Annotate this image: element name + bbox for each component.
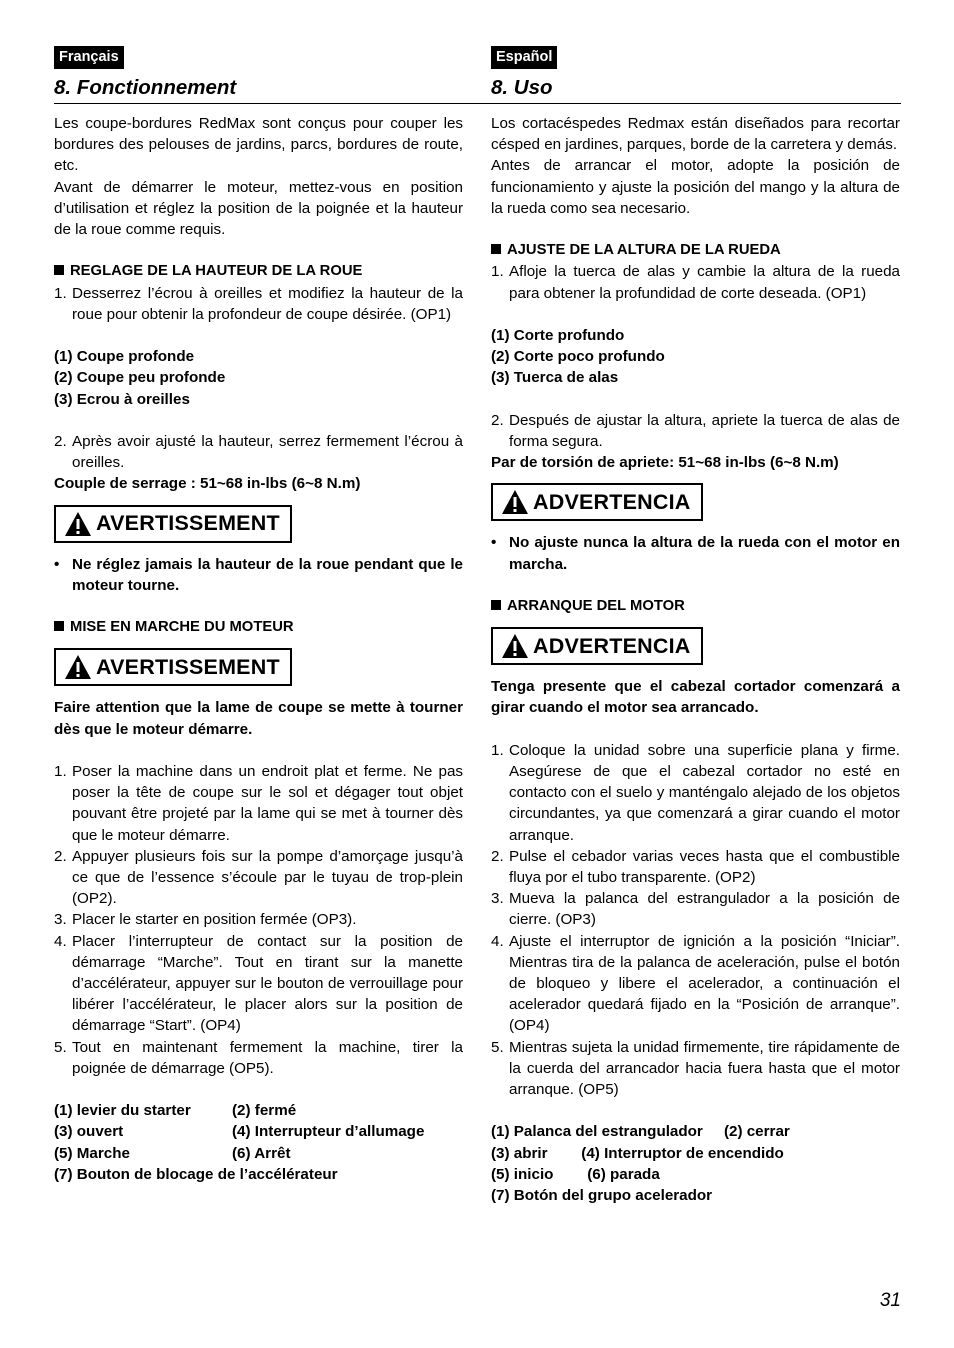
square-bullet-icon xyxy=(491,600,501,610)
intro-paragraph: Les coupe-bordures RedMax sont conçus pour couper les bordures des pelouses de jardins, parcs, bordures de route, etc. xyxy=(54,115,463,175)
wheel-heading: AJUSTE DE LA ALTURA DE LA RUEDA xyxy=(491,240,900,261)
header-divider xyxy=(54,103,901,104)
french-body xyxy=(54,113,463,1185)
list-item: 5. Mientras sujeta la unidad firmemente, tire rápidamente de la cuerda del arrancador hacia fuera hasta que el motor arranque. (OP5) xyxy=(491,1038,900,1099)
warning-triangle-icon xyxy=(64,511,92,537)
warning-bullet: • Ne réglez jamais la hauteur de la roue pendant que le moteur tourne. xyxy=(54,555,463,594)
torque-spec: Par de torsión de apriete: 51~68 in-lbs (6~8 N.m) xyxy=(491,454,839,472)
list-item: 4. Ajuste el interruptor de ignición a la posición “Iniciar”. Mientras tira de la palanca de aceleración, pulse el botón de bloqueo y libere el acelerador, a continuación el acelerador quedará fijado en la “Posición de arranque”. (OP4) xyxy=(491,932,900,1035)
warning-text: Faire attention que la lame de coupe se mette à tourner dès que le moteur démarre. xyxy=(54,699,463,738)
warning-box: ADVERTENCIA xyxy=(491,627,703,665)
wheel-heading: REGLAGE DE LA HAUTEUR DE LA ROUE xyxy=(54,261,463,282)
torque-spec: Couple de serrage : 51~68 in-lbs (6~8 N.m) xyxy=(54,475,361,493)
warning-text: Tenga presente que el cabezal cortador comenzará a girar cuando el motor sea arrancado. xyxy=(491,678,900,717)
list-item: 3. Mueva la palanca del estrangulador a la posición de cierre. (OP3) xyxy=(491,890,900,929)
intro-paragraph: Los cortacéspedes Redmax están diseñados para recortar césped en jardines, parques, borde de la carretera y demás. xyxy=(491,115,900,154)
list-item: 1. Poser la machine dans un endroit plat et ferme. Ne pas poser la tête de coupe sur le sol et dégager tout objet pouvant être projeté par la lame qui se met à tourner dès que le moteur démarre. xyxy=(54,763,463,844)
parts-row: (1) Palanca del estrangulador (2) cerrar xyxy=(491,1123,790,1141)
french-column-header xyxy=(54,46,463,103)
list-item: 2. Después de ajustar la altura, apriete la tuerca de alas de forma segura. xyxy=(491,411,900,450)
list-item: 5. Tout en maintenant fermement la machine, tirer la poignée de démarrage (OP5). xyxy=(54,1038,463,1077)
list-item: 1. Desserrez l’écrou à oreilles et modifiez la hauteur de la roue pour obtenir la profondeur de coupe désirée. (OP1) xyxy=(54,284,463,323)
warning-box: AVERTISSEMENT xyxy=(54,505,292,543)
parts-row: (3) ouvert (4) Interrupteur d’allumage xyxy=(54,1123,425,1141)
list-item: 2. Après avoir ajusté la hauteur, serrez fermement l’écrou à oreilles. xyxy=(54,433,463,472)
warning-triangle-icon xyxy=(501,633,529,659)
spanish-body xyxy=(491,113,900,1206)
parts-row: (7) Bouton de blocage de l’accélérateur xyxy=(54,1165,338,1183)
square-bullet-icon xyxy=(54,265,64,275)
part-label: (3) Ecrou à oreilles xyxy=(54,390,190,408)
list-item: 3. Placer le starter en position fermée (OP3). xyxy=(54,911,357,929)
warning-box: AVERTISSEMENT xyxy=(54,648,292,686)
part-label: (3) Tuerca de alas xyxy=(491,369,619,387)
warning-box: ADVERTENCIA xyxy=(491,483,703,521)
part-label: (1) Coupe profonde xyxy=(54,348,195,366)
part-label: (1) Corte profundo xyxy=(491,327,625,344)
part-label: (2) Corte poco profundo xyxy=(491,348,665,366)
parts-row: (1) levier du starter (2) fermé xyxy=(54,1102,297,1120)
parts-row: (3) abrir (4) Interruptor de encendido xyxy=(491,1144,784,1162)
language-tag-spanish: Español xyxy=(491,46,557,69)
square-bullet-icon xyxy=(54,621,64,631)
start-heading: ARRANQUE DEL MOTOR xyxy=(491,596,900,617)
list-item: 1. Coloque la unidad sobre una superficie plana y firme. Asegúrese de que el cabezal cortador no esté en contacto con el suelo y manténgalo alejado de los objetos circundantes, ya que comenzará a girar cuando el motor arranque. xyxy=(491,741,900,844)
spanish-column-header xyxy=(491,46,900,103)
square-bullet-icon xyxy=(491,244,501,254)
list-item: 1. Afloje la tuerca de alas y cambie la altura de la rueda para obtener la profundidad de corte deseada. (OP1) xyxy=(491,263,900,302)
list-item: 2. Pulse el cebador varias veces hasta que el combustible fluya por el tubo transparente. (OP2) xyxy=(491,847,900,887)
section-title-spanish: 8. Uso xyxy=(491,76,553,99)
intro-paragraph: Avant de démarrer le moteur, mettez-vous en position d’utilisation et réglez la position de la poignée et la hauteur de la roue comme requis. xyxy=(54,178,463,239)
list-item: 4. Placer l’interrupteur de contact sur la position de démarrage “Marche”. Tout en tirant sur la manette d’accélérateur, appuyer sur le bouton de verrouillage pour libérer l’accélérateur, le placer alors sur la position de démarrage “Start”. (OP4) xyxy=(54,932,463,1035)
parts-row: (5) inicio (6) parada xyxy=(491,1165,660,1183)
intro-paragraph: Antes de arrancar el motor, adopte la posición de funcionamiento y ajuste la posición del mango y la altura de la rueda como sea necesario. xyxy=(491,157,900,217)
parts-row: (5) Marche (6) Arrêt xyxy=(54,1144,291,1162)
part-label: (2) Coupe peu profonde xyxy=(54,369,226,387)
list-item: 2. Appuyer plusieurs fois sur la pompe d’amorçage jusqu’à ce que de l’essence s’écoule par le tuyau de trop-plein (OP2). xyxy=(54,847,463,908)
parts-row: (7) Botón del grupo acelerador xyxy=(491,1187,713,1205)
warning-bullet: • No ajuste nunca la altura de la rueda con el motor en marcha. xyxy=(491,534,900,573)
warning-triangle-icon xyxy=(64,654,92,680)
warning-triangle-icon xyxy=(501,489,529,515)
section-title-french: 8. Fonctionnement xyxy=(54,76,237,99)
page-number: 31 xyxy=(879,1290,901,1311)
language-tag-french: Français xyxy=(54,46,124,69)
start-heading: MISE EN MARCHE DU MOTEUR xyxy=(54,617,463,638)
